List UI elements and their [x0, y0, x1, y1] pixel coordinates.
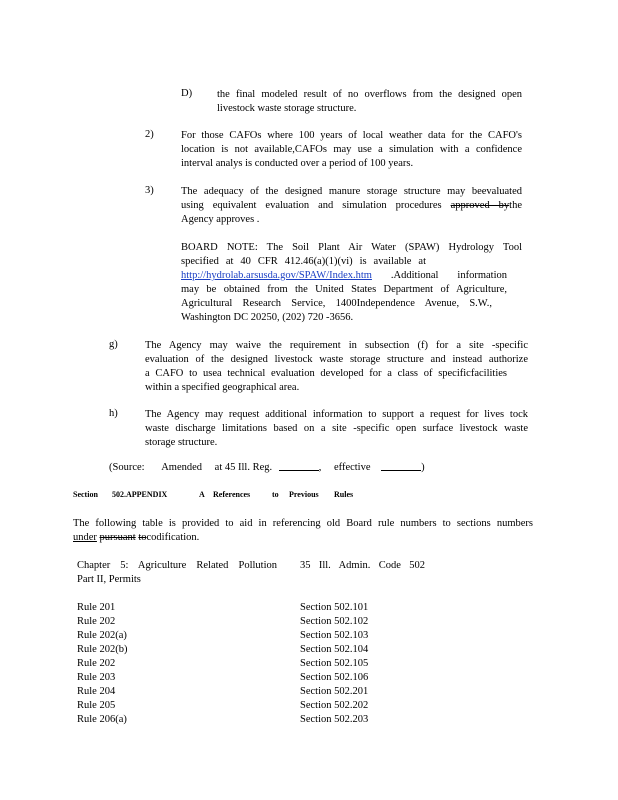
table-row-rule: Rule 205	[77, 700, 116, 711]
item-3-line2-text: using equivalent evaluation and simulation procedures	[181, 200, 442, 211]
intro-end: codification.	[146, 532, 200, 543]
item-h-marker: h)	[109, 408, 118, 419]
item-g-line2: evaluation of the designed livestock waste storage structure and instead authorize	[145, 354, 528, 365]
table-row-section: Section 502.201	[300, 686, 369, 697]
item-g-line4: within a specified geographical area.	[145, 382, 300, 393]
item-3-line2	[181, 199, 522, 213]
item-3-struck-text: approved by	[450, 200, 510, 211]
item-2-line3: interval analys is conducted over a period of 100 years.	[181, 158, 414, 169]
table-row-section: Section 502.101	[300, 602, 369, 613]
table-row-rule: Rule 202	[77, 658, 116, 669]
board-note-line5: Agricultural Research Service, 1400Independence Avenue, S.W.,	[181, 298, 492, 309]
source-note	[109, 460, 429, 475]
item-d-marker: D)	[181, 88, 193, 99]
source-open: (Source:	[109, 462, 145, 473]
source-blank-reg	[279, 460, 319, 471]
table-row-section: Section 502.103	[300, 630, 369, 641]
table-row-section: Section 502.106	[300, 672, 369, 683]
item-2-line2: location is not available,CAFOs may use a simulation with a confidence	[181, 144, 522, 155]
board-note-line2: specified at 40 CFR 412.46(a)(1)(vi) is available at	[181, 256, 426, 267]
item-g-line3: a CAFO to usea technical evaluation developed for a class of specificfacilities	[145, 368, 507, 379]
item-h-line2: waste discharge limitations based on a site -specific open surface livestock waste	[145, 423, 528, 434]
table-right-header-text: 35 Ill. Admin. Code 502	[300, 560, 425, 571]
table-row-section: Section 502.105	[300, 658, 369, 669]
table-row-rule: Rule 204	[77, 686, 116, 697]
item-3-marker: 3)	[145, 185, 154, 196]
heading-section: Section	[73, 490, 98, 499]
heading-number: 502.APPENDIX	[112, 490, 168, 499]
source-amended: Amended	[161, 462, 203, 473]
item-g-text	[145, 339, 528, 395]
table-row-rule: Rule 202(a)	[77, 630, 127, 641]
table-right-header	[300, 559, 425, 573]
item-3-line2-end: the	[509, 200, 522, 211]
table-left-header-line1: Chapter 5: Agriculture Related Pollution	[77, 560, 277, 571]
source-close: )	[421, 462, 425, 473]
heading-to: to	[272, 490, 279, 499]
item-g-line1: The Agency may waive the requirement in subsection (f) for a site -specific	[145, 340, 528, 351]
intro-line1: The following table is provided to aid in referencing old Board rule numbers to sections numbers	[73, 518, 533, 529]
source-blank-effective	[381, 460, 421, 471]
board-note-line6: Washington DC 20250, (202) 720 -3656.	[181, 312, 354, 323]
board-note-line3	[181, 269, 507, 283]
table-row-section: Section 502.102	[300, 616, 369, 627]
source-comma: ,	[318, 462, 322, 473]
item-3-line1: The adequacy of the designed manure storage structure may beevaluated	[181, 186, 522, 197]
table-row-section: Section 502.104	[300, 644, 369, 655]
board-note-line1: BOARD NOTE: The Soil Plant Air Water (SPAW) Hydrology Tool	[181, 242, 522, 253]
intro-under: under	[73, 532, 97, 543]
intro-paragraph	[73, 517, 533, 545]
table-row-rule: Rule 202(b)	[77, 644, 128, 655]
board-note-line4: may be obtained from the United States Department of Agriculture,	[181, 284, 507, 295]
item-3-line3: Agency approves .	[181, 214, 260, 225]
item-h-line1: The Agency may request additional information to support a request for lives tock	[145, 409, 528, 420]
item-d-text	[217, 88, 522, 116]
board-note-line3-end: .Additional information	[390, 270, 507, 281]
item-g-marker: g)	[109, 339, 118, 350]
heading-previous: Previous	[289, 490, 319, 499]
item-2-text	[181, 129, 522, 171]
heading-a: A	[199, 490, 205, 499]
source-effective: effective	[333, 462, 371, 473]
item-2-marker: 2)	[145, 129, 154, 140]
table-row-rule: Rule 201	[77, 602, 116, 613]
intro-line2	[73, 531, 533, 545]
source-at: at 45 Ill. Reg.	[214, 462, 273, 473]
item-h-text	[145, 408, 528, 450]
section-column	[300, 601, 368, 727]
item-h-line3: storage structure.	[145, 437, 218, 448]
table-row-rule: Rule 202	[77, 616, 116, 627]
intro-struck: pursuant	[99, 532, 136, 543]
item-3-text	[181, 185, 522, 227]
table-left-header	[77, 559, 277, 587]
board-note	[181, 241, 522, 325]
spaw-link[interactable]: http://hydrolab.arsusda.gov/SPAW/Index.htm	[181, 270, 372, 281]
table-row-section: Section 502.202	[300, 700, 369, 711]
table-row-section: Section 502.203	[300, 714, 369, 725]
heading-rules: Rules	[334, 490, 354, 499]
item-2-line1: For those CAFOs where 100 years of local weather data for the CAFO's	[181, 130, 522, 141]
item-d-line2: livestock waste storage structure.	[217, 103, 357, 114]
table-row-rule: Rule 206(a)	[77, 714, 127, 725]
rule-column	[77, 601, 127, 727]
table-left-header-line2: Part II, Permits	[77, 574, 141, 585]
table-row-rule: Rule 203	[77, 672, 116, 683]
heading-references: References	[213, 490, 251, 499]
intro-struck-to: to	[138, 532, 147, 543]
item-d-line1: the final modeled result of no overflows from the designed open	[217, 89, 522, 100]
